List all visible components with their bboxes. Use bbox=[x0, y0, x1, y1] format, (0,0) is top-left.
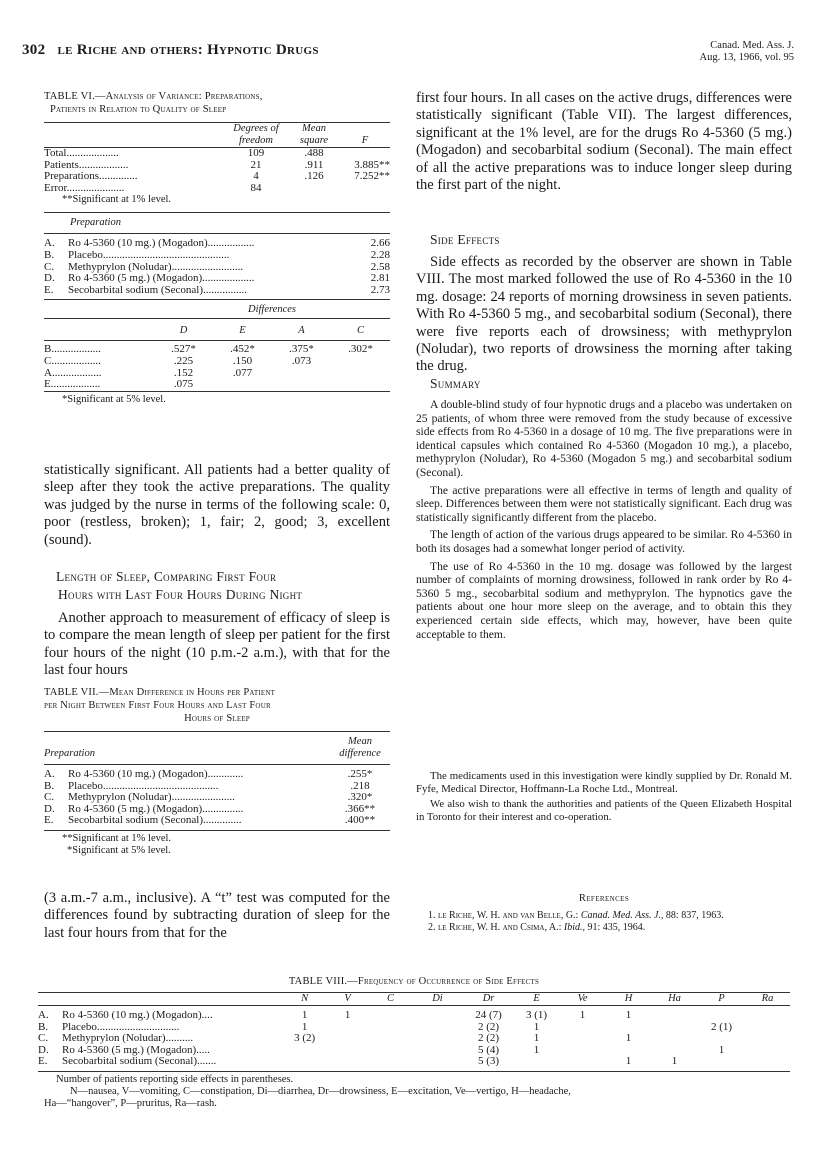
table-row: C.................. .225 .150 .073 bbox=[44, 354, 312, 367]
differences-header: Differences bbox=[247, 304, 296, 316]
journal-line-1: Canad. Med. Ass. J. bbox=[710, 40, 794, 51]
table-row: B. Placebo.............................................. 2.28 bbox=[44, 248, 390, 261]
table-row: B. Placebo.............................. 1 2 (2) 1 2 (1) bbox=[38, 1020, 733, 1033]
table-6 bbox=[44, 90, 390, 406]
journal-line-2: Aug. 13, 1966, vol. 95 bbox=[699, 52, 794, 63]
table-row: A. Ro 4-5360 (10 mg.) (Mogadon)............. .255* bbox=[44, 768, 373, 780]
quality-paragraph: statistically significant. All patients had a better quality of sleep after they took the active preparations. The quality was judged by the nurse in terms of the following scale: 0, poor (restless, broken); 1, fair; 2, good; 3, excellent (sound). bbox=[44, 462, 390, 548]
table-row: A. Ro 4-5360 (10 mg.) (Mogadon).... 1 1 24 (7) 3 (1) 1 1 bbox=[38, 1009, 632, 1021]
col-f-header: F bbox=[361, 135, 369, 146]
table-row: B. Placebo.......................................... .218 bbox=[44, 779, 370, 792]
preparation-score-table bbox=[44, 212, 390, 300]
table-6-title-line-1: TABLE VI.—Analysis of Variance: Preparations, bbox=[44, 91, 263, 102]
side-effects-paragraph: Side effects as recorded by the observer are shown in Table VIII. The most marked followed the use of Ro 4-5360 in the 10 mg. dosage: 24 reports of morning drowsiness in seven patients. With Ro 4-5360 5 mg., and secobarbital sodium (Seconal), there were five reports each of drowsiness; with methyprylon (Noludar), two reports of drowsiness the morning after taking the drug. bbox=[416, 254, 792, 375]
table-row: D. Ro 4-5360 (5 mg.) (Mogadon)................... 2.81 bbox=[44, 272, 390, 285]
table-8-note: Number of patients reporting side effects in parentheses. bbox=[56, 1073, 294, 1085]
journal-citation bbox=[644, 40, 794, 64]
summary-paragraph: The active preparations were all effective in terms of length and quality of sleep. Differences between them were not statistically significant. Each drug was statistically significantly different from the placebo. bbox=[416, 483, 792, 524]
table-6-title-line-2: Patients in Relation to Quality of Sleep bbox=[50, 104, 227, 115]
col-mean-diff-header: Mean difference bbox=[339, 736, 381, 759]
table-7-footnote-2: *Significant at 5% level. bbox=[67, 844, 171, 856]
page-number: 302 bbox=[22, 42, 46, 58]
summary-paragraph: The use of Ro 4-5360 in the 10 mg. dosage was followed by the largest number of complaints of morning drowsiness, followed in rank order by Ro 4-5360 5 mg., secobarbital sodium and methyprylon. The hypnotics gave the patients about one hour more sleep on the average, and to obtain this they experienced certain side effects, which may, however, have been quite acceptable to them. bbox=[416, 559, 792, 641]
table-7-footnote-1: **Significant at 1% level. bbox=[62, 832, 172, 844]
table-row: E. Secobarbital sodium (Seconal)....... 5 (3) 1 1 bbox=[38, 1056, 790, 1071]
acknowledgement-paragraph: The medicaments used in this investigation were kindly supplied by Dr. Ronald M. Fyfe, Medical Director, Hoffmann-La Roche Ltd., Montreal. bbox=[416, 770, 792, 795]
preparation-header: Preparation bbox=[70, 217, 121, 229]
table-row: A.................. .152 .077 bbox=[44, 366, 253, 379]
reference-item: 2. le Riche, W. H. and Csima, A.: Ibid., 91: 435, 1964. bbox=[428, 922, 646, 933]
anova-table bbox=[44, 122, 390, 194]
table-8-legend-line-2: Ha—“hangover”, P—pruritus, Ra—rash. bbox=[44, 1097, 217, 1109]
table-row: E. Secobarbital sodium (Seconal)................ 2.73 bbox=[44, 285, 390, 300]
side-effects-heading: Side Effects bbox=[430, 232, 500, 247]
anova-footnote: **Significant at 1% level. bbox=[62, 194, 172, 206]
differences-table: Differences D E A C B.................. .527* .452* .375* .302* C.................. .225 .150 .073 A.................. .152 .077 E.................. .075 bbox=[44, 304, 390, 390]
table-8-legend-line-1: N—nausea, V—vomiting, C—constipation, Di—diarrhea, Dr—drowsiness, E—excitation, Ve—vertigo, H—headache, bbox=[70, 1085, 571, 1097]
acknowledgements bbox=[416, 770, 792, 826]
running-header bbox=[22, 42, 319, 59]
table-7 bbox=[44, 686, 390, 857]
table-8-title: TABLE VIII.—Frequency of Occurrence of Side Effects bbox=[288, 976, 540, 987]
table-7-title-line-3: Hours of Sleep bbox=[184, 713, 250, 724]
table-row: C. Methyprylon (Noludar)....................... .320* bbox=[44, 791, 373, 804]
table-row: Total................... 109 .488 bbox=[44, 148, 390, 160]
table-row: D. Ro 4-5360 (5 mg.) (Mogadon)............... .366** bbox=[44, 802, 376, 815]
table-7-title-line-1: TABLE VII.—Mean Difference in Hours per Patient bbox=[44, 687, 276, 698]
table-row: C. Methyprylon (Noludar).......... 3 (2) 2 (2) 1 1 bbox=[38, 1032, 632, 1045]
side-effects-table: N V C Di Dr E Ve H Ha P Ra A. Ro 4-5360 (10 mg.) (Mogadon).... 1 1 24 (7) 3 (1) 1 1 B. Placebo.............................. 1 2 (2) 1 2 (1) C. Methyprylon (Noludar).......... 3 (2) 2 (2) 1 1 D. Ro 4-5360 (5 mg.) (Mogadon)..... 5 (4) 1 1 E. Secobarbital sodium (Seconal)....... 5 (3) 1 1 bbox=[38, 992, 790, 1072]
acknowledgement-paragraph: We also wish to thank the authorities and patients of the Queen Elizabeth Hospital in Toronto for their interest and co-operation. bbox=[416, 798, 792, 823]
approach-paragraph: Another approach to measurement of efficacy of sleep is to compare the mean length of sleep per patient for the first four hours of the night (10 p.m.-2 a.m.), with that for the last four hours bbox=[44, 610, 390, 679]
table-row: E. Secobarbital sodium (Seconal).............. .400** bbox=[44, 815, 390, 830]
mean-difference-table bbox=[44, 731, 390, 831]
table-row: Error..................... 84 bbox=[44, 181, 262, 194]
differences-paragraph: first four hours. In all cases on the active drugs, differences were statistically significant (Table VII). The largest differences, significant at the 1% level, are for the drugs Ro 4-5360 (5 mg.) (Mogadon) and secobarbital sodium (Seconal). The main effect of all the active preparations was to induce longer sleep during the first part of the night. bbox=[416, 90, 792, 194]
table-row: D. Ro 4-5360 (5 mg.) (Mogadon)..... 5 (4) 1 1 bbox=[38, 1043, 725, 1056]
table-row: C. Methyprylon (Noludar).......................... 2.58 bbox=[44, 260, 390, 273]
summary-section bbox=[416, 398, 792, 645]
col-df-header: Degrees of freedom bbox=[233, 123, 279, 146]
references-heading: References bbox=[578, 893, 630, 904]
col-preparation-header: Preparation bbox=[44, 748, 95, 759]
table-8 bbox=[38, 975, 790, 1110]
reference-item: 1. le Riche, W. H. and van Belle, G.: Canad. Med. Ass. J., 88: 837, 1963. bbox=[428, 910, 724, 921]
summary-heading: Summary bbox=[430, 376, 481, 391]
running-title: le Riche and others: Hypnotic Drugs bbox=[57, 42, 319, 58]
references-list bbox=[428, 910, 792, 934]
t-test-paragraph: (3 a.m.-7 a.m., inclusive). A “t” test was computed for the differences found by subtracting duration of sleep for the last four hours from that for the bbox=[44, 890, 390, 941]
table-row: A. Ro 4-5360 (10 mg.) (Mogadon)................. 2.66 bbox=[44, 237, 390, 250]
table-row: B.................. .527* .452* .375* .302* bbox=[44, 343, 373, 356]
table-7-title-line-2: per Night Between First Four Hours and Last Four bbox=[44, 700, 271, 711]
length-of-sleep-heading: Length of Sleep, Comparing First Four Hours with Last Four Hours During Night bbox=[56, 569, 303, 602]
table-row: Patients.................. 21 .911 3.885** bbox=[44, 158, 390, 171]
summary-paragraph: A double-blind study of four hypnotic drugs and a placebo was undertaken on 25 patients, of whom three were removed from the study because of excessive side effects from Ro 4-5360 in a dosage of 10 mg. The five preparations were in identical capsules which contained Ro 4-5360 (Mogadon 10 mg.), a placebo, methyprylon (Noludar), Ro 4-5360 (Mogadon 5 mg.) and secobarbital sodium (Seconal). bbox=[416, 398, 792, 479]
summary-paragraph: The length of action of the various drugs appeared to be similar. Ro 4-5360 in both its dosages had a somewhat longer period of activity. bbox=[416, 528, 792, 555]
table-row: Preparations.............. 4 .126 7.252** bbox=[44, 170, 390, 183]
table-row: E.................. .075 bbox=[44, 378, 194, 391]
differences-footnote: *Significant at 5% level. bbox=[44, 391, 390, 406]
col-ms-header: Mean square bbox=[299, 123, 329, 146]
